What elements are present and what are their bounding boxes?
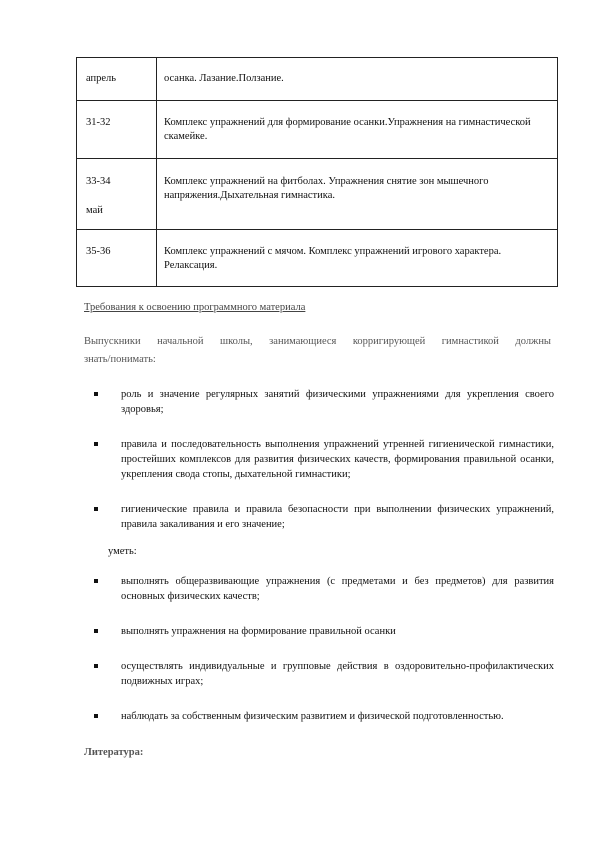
can-label: уметь: [108,546,137,557]
bullet-icon [94,392,98,396]
intro-line: знать/понимать: [84,354,156,365]
list-item [84,659,554,689]
table-row [77,230,558,287]
list-item-text: роль и значение регулярных занятий физическими упражнениями для укрепления своего здоровья; [121,389,554,415]
list-item-text: правила и последовательность выполнения упражнений утренней гигиенической гимнастики, простейших комплексов для развития физических качеств, формирования правильной осанки, укрепления свода стопы, дыхательной гимнастики; [121,439,554,480]
bullet-icon [94,507,98,511]
table-row [77,58,558,101]
intro-line: Выпускники начальной школы, занимающиеся корригирующей гимнастикой должны [84,336,551,347]
bullet-icon [94,579,98,583]
table-row [77,159,558,230]
month-label: май [86,205,103,216]
can-list [84,574,554,744]
list-item-text: выполнять упражнения на формирование правильной осанки [121,626,396,637]
list-item [84,574,554,604]
table-cell-hours [77,230,157,287]
cell-text: осанка. Лазание.Ползание. [164,73,284,84]
cell-text: апрель [86,73,117,84]
intro-paragraph [84,333,551,369]
list-item-text: осуществлять индивидуальные и групповые действия в оздоровительно-профилактических подвижных играх; [121,661,554,687]
list-item [84,624,554,639]
bullet-icon [94,629,98,633]
requirements-heading: Требования к освоению программного материала [84,302,306,313]
table-cell-content [157,159,558,230]
cell-text: 33-34 [86,176,111,187]
table-cell-content [157,101,558,159]
table-cell-hours [77,58,157,101]
list-item [84,437,554,482]
list-item-text: наблюдать за собственным физическим развитием и физической подготовленностью. [121,711,504,722]
cell-text: Комплекс упражнений на фитболах. Упражнения снятие зон мышечного напряжения.Дыхательная гимнастика. [164,176,489,201]
cell-text: 31-32 [86,117,111,128]
bullet-icon [94,664,98,668]
cell-text: Комплекс упражнений для формирование осанки.Упражнения на гимнастической скамейке. [164,117,531,142]
cell-text: Комплекс упражнений с мячом. Комплекс упражнений игрового характера. Релаксация. [164,246,502,271]
lesson-plan-table [76,57,558,287]
table-cell-content [157,230,558,287]
list-item [84,709,554,724]
table-row [77,101,558,159]
table-cell-content [157,58,558,101]
cell-text: 35-36 [86,246,111,257]
list-item [84,502,554,532]
list-item [84,387,554,417]
list-item-text: гигиенические правила и правила безопасности при выполнении физических упражнений, правила закаливания и его значение; [121,504,554,530]
know-list [84,387,554,552]
table-cell-hours [77,159,157,230]
bullet-icon [94,714,98,718]
table-cell-hours [77,101,157,159]
list-item-text: выполнять общеразвивающие упражнения (с предметами и без предметов) для развития основных физических качеств; [121,576,554,602]
literature-heading: Литература: [84,747,144,758]
bullet-icon [94,442,98,446]
